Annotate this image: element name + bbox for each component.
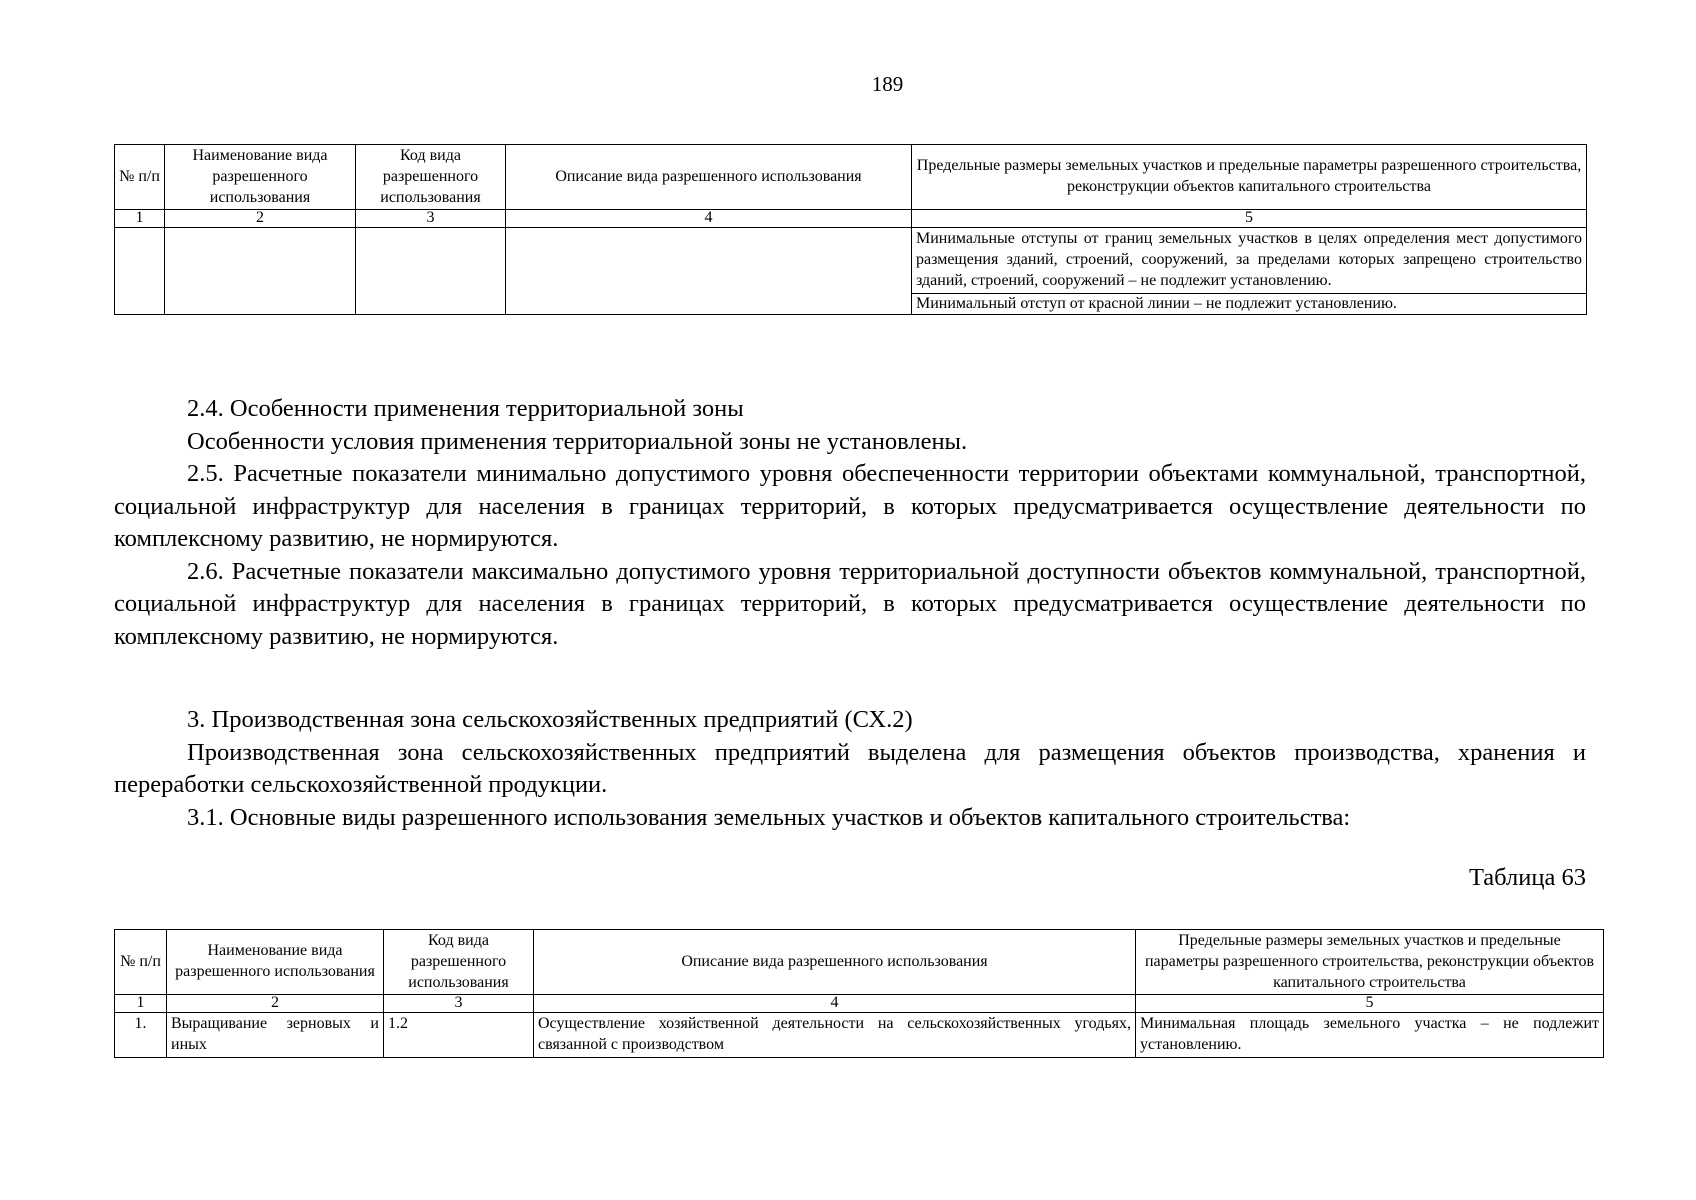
- section-2-4-text: Особенности условия применения территориальной зоны не установлены.: [187, 427, 968, 455]
- column-number-row: [115, 210, 1587, 228]
- header-use-name: Наименование вида разрешенного использования: [165, 145, 356, 210]
- limits-cell: Минимальная площадь земельного участка – не подлежит установлению.: [1136, 1013, 1604, 1058]
- zoning-table-continued: [114, 144, 1587, 315]
- header-use-description: Описание вида разрешенного использования: [534, 930, 1136, 995]
- column-number: 2: [167, 995, 384, 1013]
- header-number: № п/п: [115, 145, 165, 210]
- table-header-row: [115, 145, 1587, 210]
- column-number: 4: [506, 210, 912, 228]
- header-limits: Предельные размеры земельных участков и предельные параметры разрешенного строительства, реконструкции объектов капитального строительства: [912, 145, 1587, 210]
- section-2-4-heading: 2.4. Особенности применения территориальной зоны: [187, 395, 744, 422]
- table-cell-empty: [115, 228, 165, 315]
- column-number: 5: [1136, 995, 1604, 1013]
- column-number-row: [115, 995, 1604, 1013]
- header-use-code: Код вида разрешенного использования: [384, 930, 534, 995]
- section-text-block-2: [114, 393, 1586, 653]
- section-3-text: Производственная зона сельскохозяйственных предприятий выделена для размещения объектов производства, хранения и переработки сельскохозяйственной продукции.: [114, 738, 1586, 798]
- use-code-cell: 1.2: [384, 1013, 534, 1058]
- table-cell-limits: [912, 228, 1587, 315]
- table-header-row: [115, 930, 1604, 995]
- table-cell-empty: [506, 228, 912, 315]
- table-cell-empty: [356, 228, 506, 315]
- table-cell-empty: [165, 228, 356, 315]
- section-3-heading: 3. Производственная зона сельскохозяйственных предприятий (СХ.2): [187, 706, 913, 733]
- header-use-name: Наименование вида разрешенного использования: [167, 930, 384, 995]
- limits-setbacks-text: Минимальные отступы от границ земельных участков в целях определения мест допустимого размещения зданий, строений, сооружений, за пределами которых запрещено строительство зданий, строений, сооружений – не подлежит установлению.: [916, 230, 1582, 289]
- column-number: 1: [115, 995, 167, 1013]
- column-number: 3: [356, 210, 506, 228]
- header-use-description: Описание вида разрешенного использования: [506, 145, 912, 210]
- use-description-cell: Осуществление хозяйственной деятельности на сельскохозяйственных угодьях, связанной с производством: [534, 1013, 1136, 1058]
- header-number: № п/п: [115, 930, 167, 995]
- header-use-code: Код вида разрешенного использования: [356, 145, 506, 210]
- page-number: 189: [871, 72, 904, 96]
- table-row: [115, 228, 1587, 315]
- column-number: 2: [165, 210, 356, 228]
- section-text-block-3: [114, 704, 1586, 834]
- section-3-1-text: 3.1. Основные виды разрешенного использования земельных участков и объектов капитального строительства:: [187, 803, 1351, 831]
- column-number: 4: [534, 995, 1136, 1013]
- table-caption: Таблица 63: [1468, 864, 1586, 891]
- column-number: 5: [912, 210, 1587, 228]
- column-number: 1: [115, 210, 165, 228]
- limits-red-line-text: Минимальный отступ от красной линии – не подлежит установлению.: [912, 293, 1586, 315]
- section-2-5-text: 2.5. Расчетные показатели минимально допустимого уровня обеспеченности территории объектами коммунальной, транспортной, социальной инфраструктур для населения в границах территорий, в которых предусматривается осуществление деятельности по комплексному развитию, не нормируются.: [114, 460, 1586, 552]
- table-row: [115, 1013, 1604, 1058]
- column-number: 3: [384, 995, 534, 1013]
- use-name-cell: Выращивание зерновых и иных: [167, 1013, 384, 1058]
- row-number: 1.: [115, 1013, 167, 1058]
- section-2-6-text: 2.6. Расчетные показатели максимально допустимого уровня территориальной доступности объектов коммунальной, транспортной, социальной инфраструктур для населения в границах территорий, в которых предусматривается осуществление деятельности по комплексному развитию, не нормируются.: [114, 557, 1586, 650]
- header-limits: Предельные размеры земельных участков и предельные параметры разрешенного строительства, реконструкции объектов капитального строительства: [1136, 930, 1604, 995]
- zoning-table-63: [114, 929, 1604, 1058]
